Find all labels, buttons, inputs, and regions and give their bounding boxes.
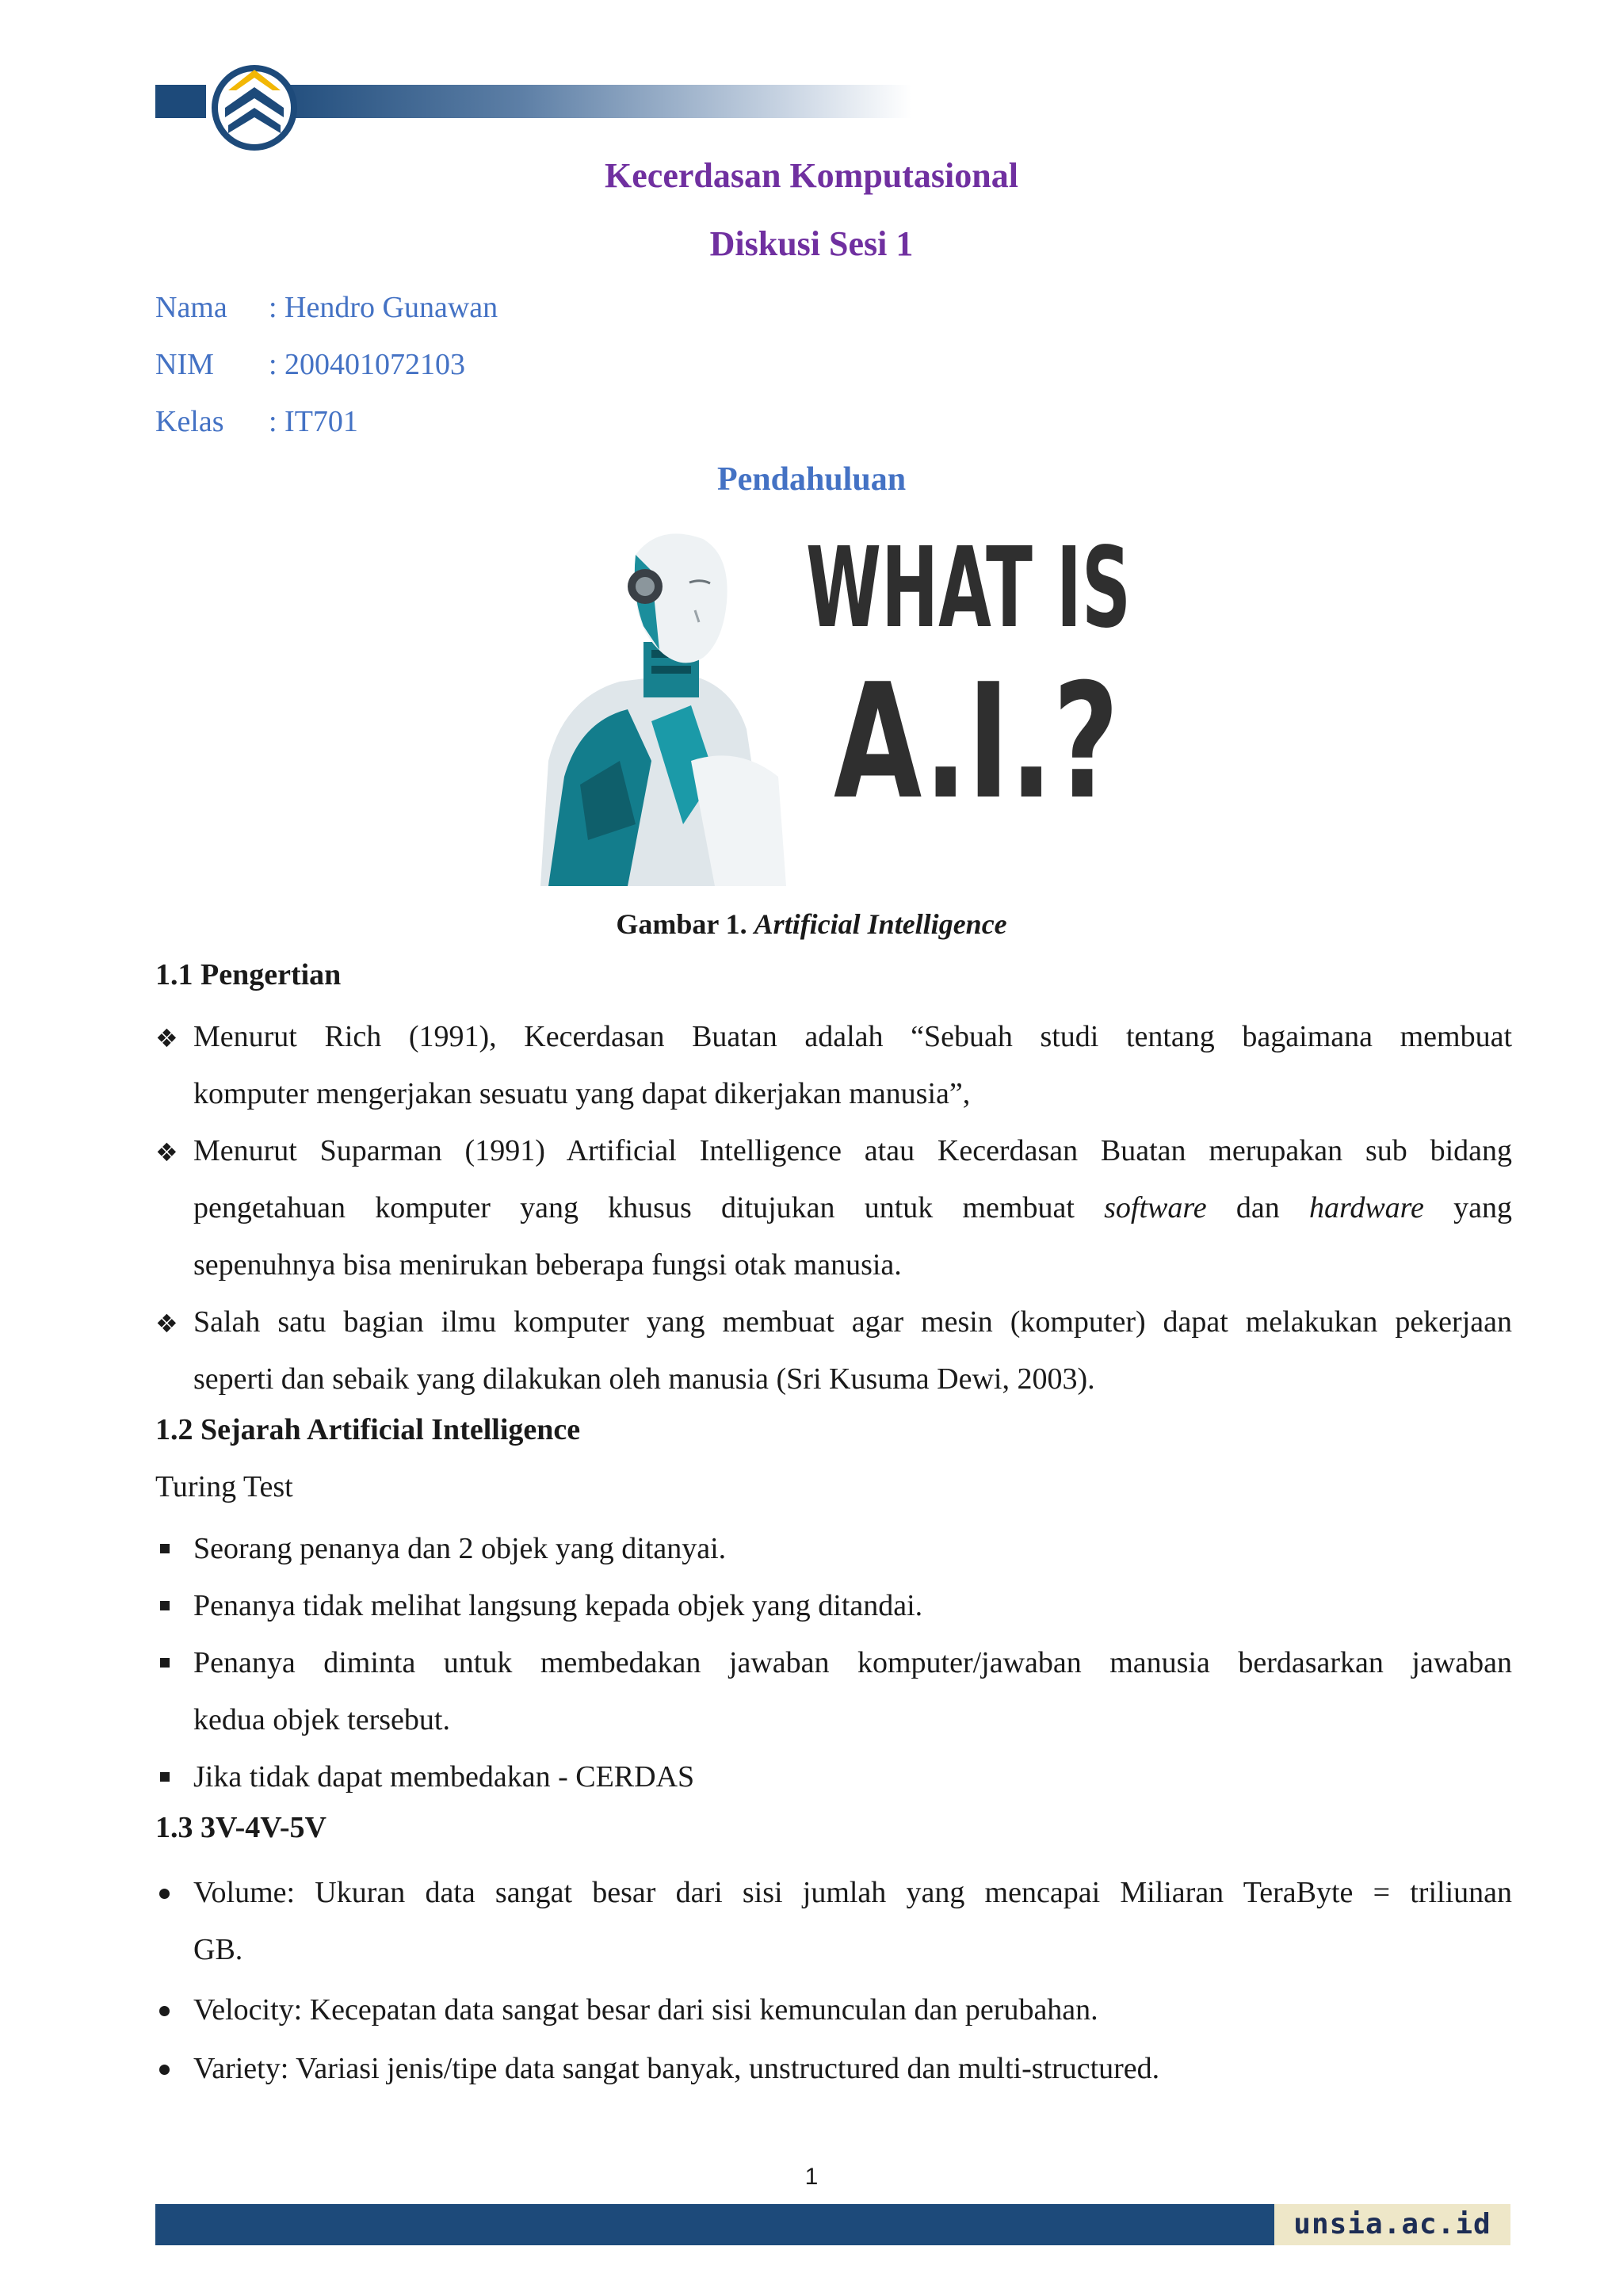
page-number: 1	[804, 2164, 819, 2190]
diamond-bullet-icon: ❖	[155, 1023, 178, 1053]
square-bullet-icon	[160, 1544, 170, 1553]
square-bullet-icon	[160, 1658, 170, 1668]
info-nim: NIM : 200401072103	[155, 348, 466, 381]
turing-test-label: Turing Test	[155, 1470, 293, 1503]
footer-bar	[155, 2204, 1274, 2245]
unsia-logo-icon	[211, 59, 298, 152]
round-bullet-icon	[159, 2065, 170, 2075]
square-bullet-icon	[160, 1601, 170, 1610]
diamond-bullet-icon: ❖	[155, 1308, 178, 1339]
section-heading-3v: 1.3 3V-4V-5V	[155, 1811, 327, 1844]
square-bullet-icon	[160, 1772, 170, 1782]
intro-heading: Pendahuluan	[716, 461, 907, 498]
info-kelas: Kelas : IT701	[155, 405, 358, 438]
round-bullet-icon	[159, 1889, 170, 1899]
figure-text-ai: A.I.?	[834, 650, 1119, 835]
info-nama: Nama : Hendro Gunawan	[155, 291, 498, 324]
document-subtitle: Diskusi Sesi 1	[709, 224, 914, 263]
footer-url: unsia.ac.id	[1293, 2208, 1491, 2241]
header-gradient-bar	[262, 85, 911, 118]
section-heading-pengertian: 1.1 Pengertian	[155, 958, 342, 991]
section-heading-sejarah: 1.2 Sejarah Artificial Intelligence	[155, 1413, 581, 1446]
document-title: Kecerdasan Komputasional	[605, 156, 1018, 195]
figure-text-what-is: WHAT IS	[806, 524, 1131, 653]
header-square	[155, 85, 206, 118]
ai-robot-illustration	[533, 523, 1138, 886]
figure-caption: Gambar 1. Artificial Intelligence	[616, 908, 1007, 940]
round-bullet-icon	[159, 2006, 170, 2016]
diamond-bullet-icon: ❖	[155, 1137, 178, 1167]
